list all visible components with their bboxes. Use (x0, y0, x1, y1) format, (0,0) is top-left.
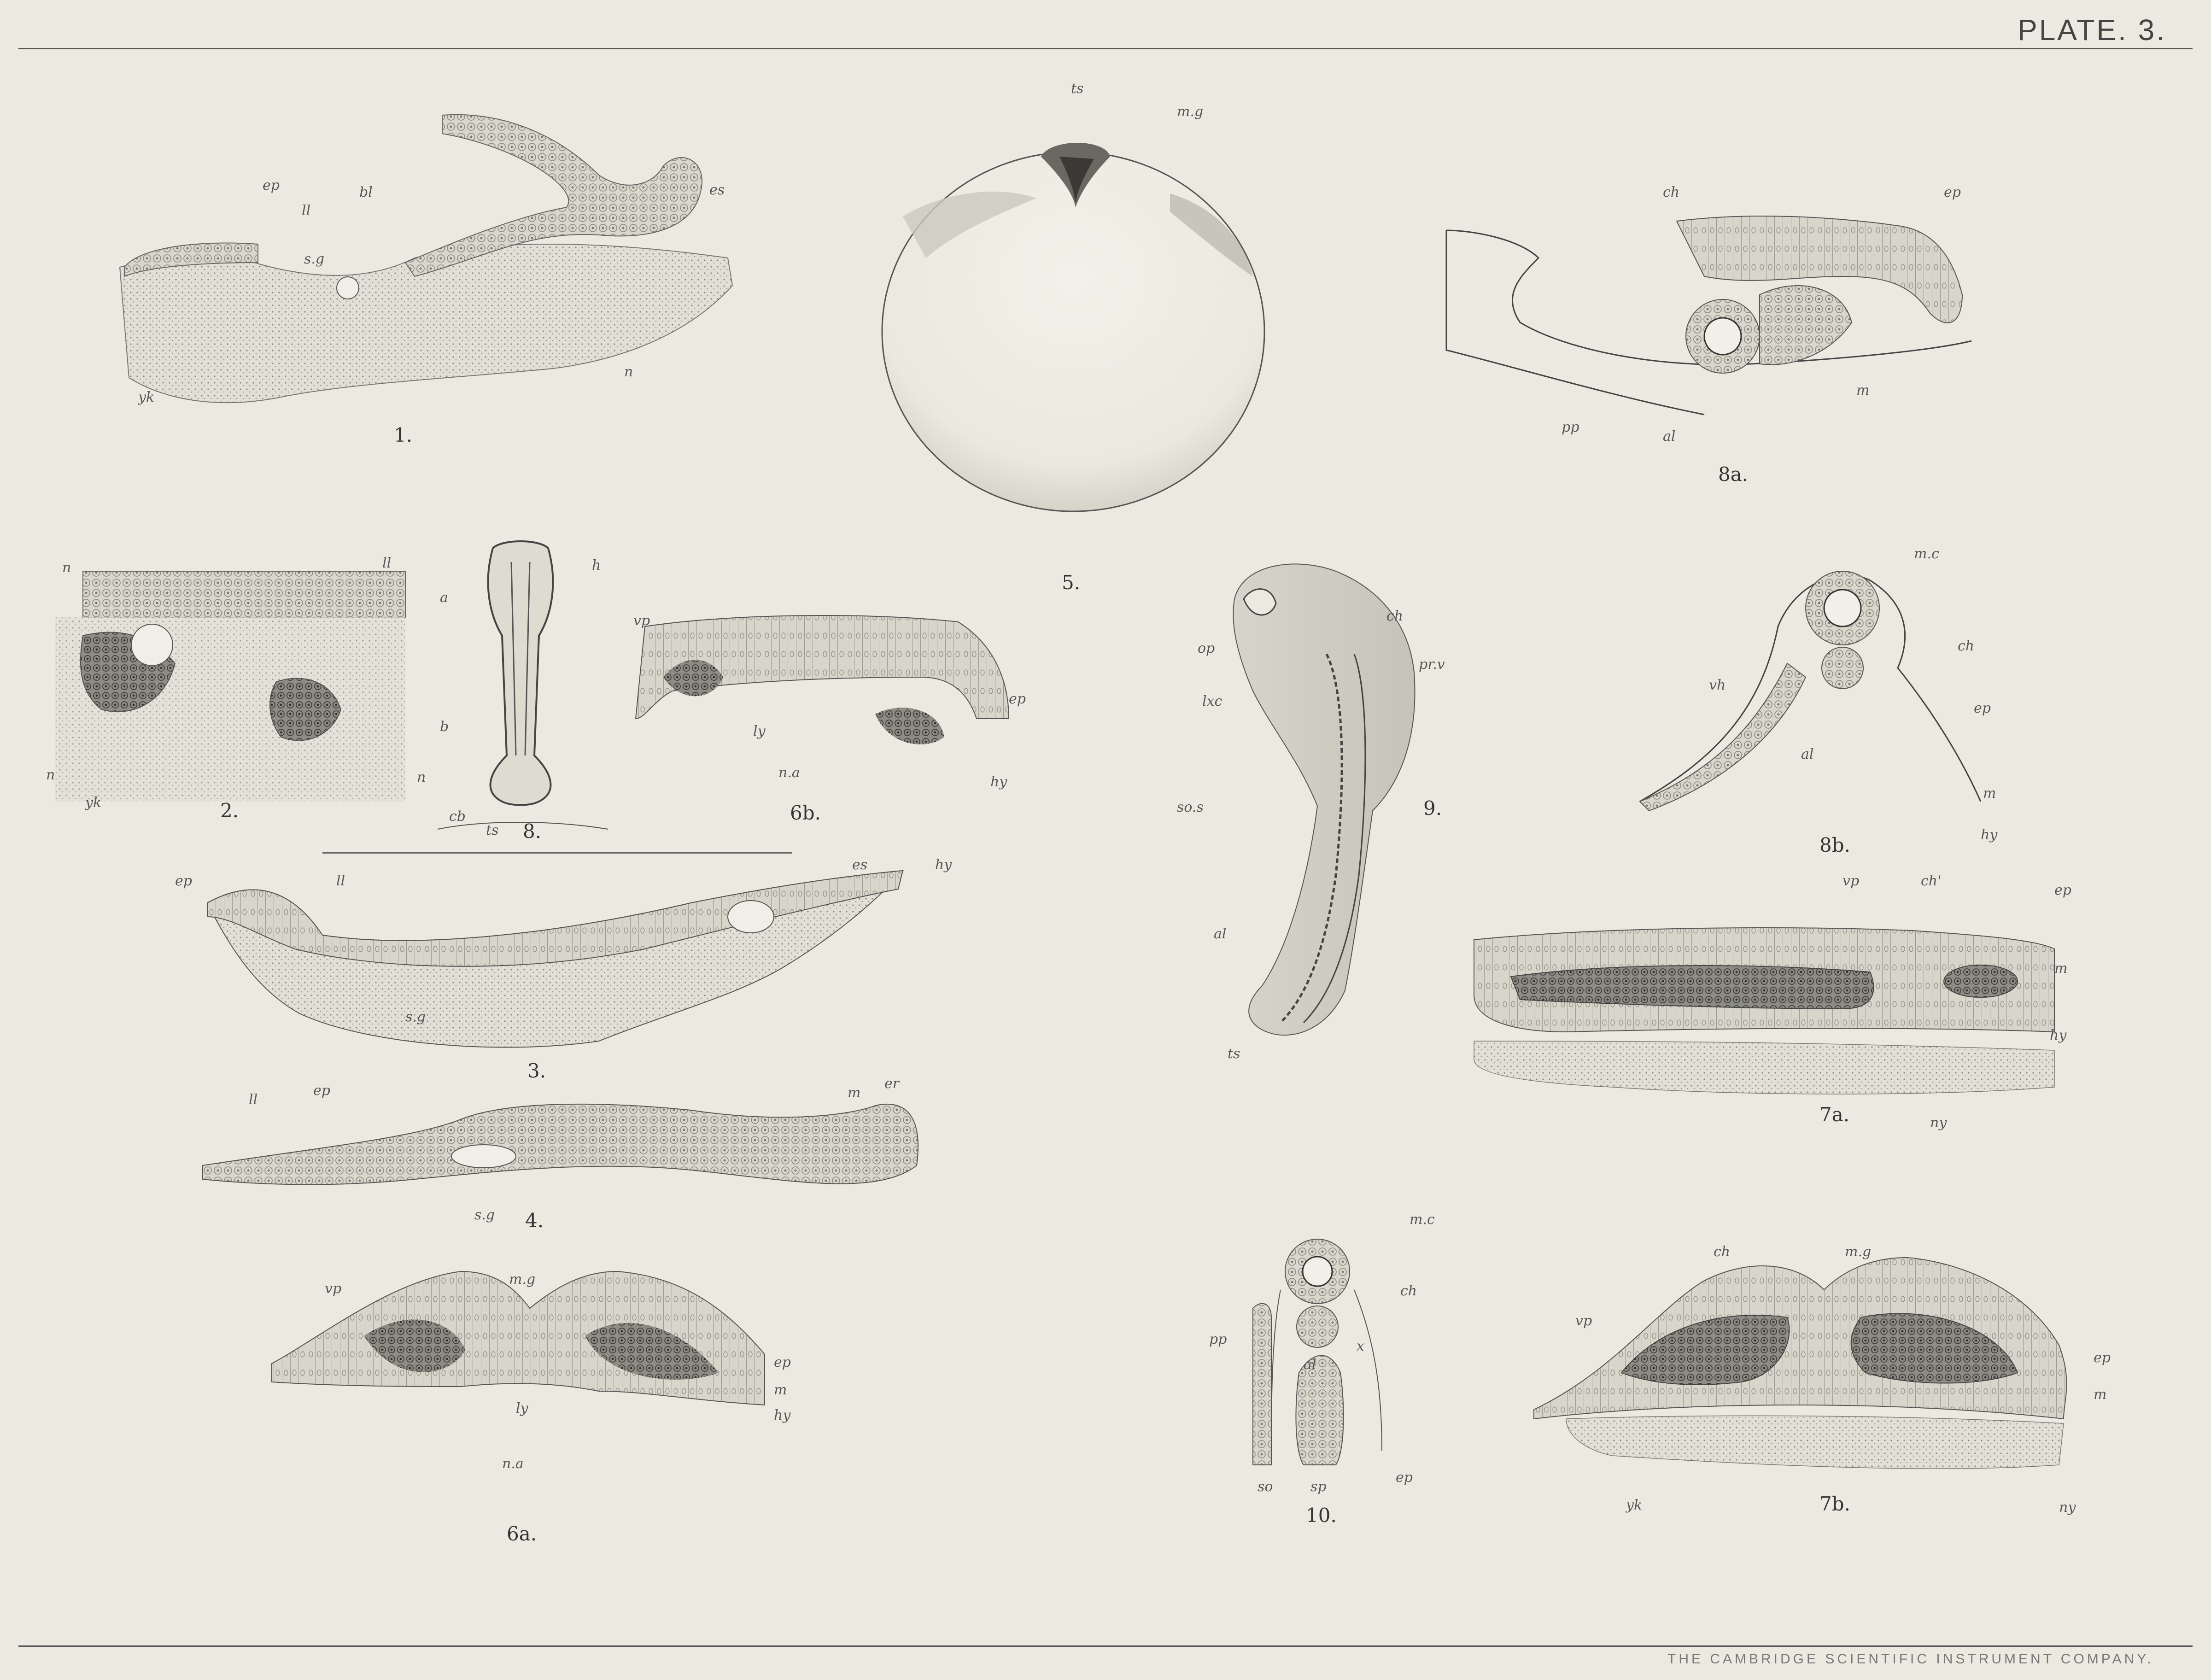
fig10-label-ch: ch (1400, 1283, 1417, 1299)
fig7b-label-vp: vp (1575, 1313, 1592, 1329)
fig8b-label-ch: ch (1958, 638, 1975, 654)
fig3-label-hy: hy (935, 857, 952, 873)
fig10-label-mc: m.c (1410, 1212, 1435, 1228)
fig8a-label-pp: pp (1562, 419, 1579, 435)
fig7b-label-ch: ch (1714, 1244, 1731, 1260)
fig3-label-es: es (852, 857, 868, 873)
figure-8-number: 8. (523, 820, 542, 843)
fig4-label-ep: ep (313, 1083, 330, 1099)
fig8-label-a: a (440, 590, 448, 606)
fig8b-label-al: al (1801, 746, 1814, 762)
fig6a-label-mg: m.g (509, 1271, 536, 1288)
fig8b-label-vh: vh (1709, 677, 1726, 693)
fig5-label-ts: ts (1071, 81, 1084, 97)
figure-6a-number: 6a. (507, 1522, 537, 1545)
fig7a-label-hy: hy (2050, 1027, 2067, 1043)
fig7b-label-yk: yk (1626, 1497, 1643, 1513)
fig1-label-ep: ep (263, 177, 280, 193)
fig10-label-al: al (1304, 1357, 1316, 1373)
fig3-label-ll: ll (336, 873, 345, 889)
figure-8a-drawing (1446, 216, 1971, 415)
figure-2-number: 2. (220, 799, 239, 822)
fig4-label-ll: ll (249, 1092, 258, 1108)
fig7b-label-ny: ny (2059, 1499, 2076, 1516)
fig7a-label-ch2: ch' (1921, 873, 1942, 889)
fig2-label-n-left: n (46, 767, 55, 783)
figure-7a-number: 7a. (1819, 1103, 1850, 1126)
fig8a-label-ch: ch (1663, 184, 1680, 200)
fig6a-label-m: m (774, 1382, 787, 1398)
figure-6b-number: 6b. (790, 802, 821, 824)
fig7b-label-ep: ep (2094, 1350, 2111, 1366)
fig7a-label-ny: ny (1930, 1115, 1947, 1131)
figure-3-number: 3. (527, 1060, 546, 1082)
fig6b-label-ly: ly (753, 723, 766, 739)
fig9-label-lxc: lxc (1202, 693, 1222, 709)
fig6b-label-vp: vp (633, 613, 650, 629)
fig8-label-b: b (440, 719, 449, 735)
fig2-label-n-top: n (62, 560, 71, 576)
fig8b-label-hy: hy (1981, 827, 1998, 843)
fig8a-label-ep: ep (1944, 184, 1961, 200)
figure-7a-drawing (1474, 928, 2054, 1094)
fig6b-label-na: n.a (778, 765, 800, 781)
fig4-label-m: m (848, 1085, 861, 1101)
figure-9-number: 9. (1423, 797, 1442, 820)
figure-1-number: 1. (394, 424, 413, 446)
fig10-label-sp: sp (1310, 1479, 1327, 1495)
fig8-label-ts: ts (486, 822, 499, 838)
plate-title: PLATE. 3. (2018, 13, 2166, 47)
fig8b-label-ep: ep (1974, 700, 1991, 716)
figure-8-drawing (438, 541, 608, 829)
fig7b-label-mg: m.g (1845, 1244, 1872, 1260)
figure-8a-number: 8a. (1718, 463, 1749, 486)
fig4-label-sg: s.g (474, 1207, 495, 1223)
fig8b-label-m: m (1983, 785, 1996, 802)
fig3-label-sg: s.g (405, 1009, 426, 1025)
fig1-label-ll: ll (302, 203, 311, 219)
figure-2-drawing (55, 571, 405, 802)
fig3-label-ep: ep (175, 873, 192, 889)
fig10-label-x: x (1357, 1338, 1364, 1354)
figure-7b-drawing (1534, 1258, 2067, 1469)
fig8-label-cb: cb (449, 808, 466, 825)
fig9-label-sos: so.s (1177, 799, 1204, 815)
fig10-label-so: so (1258, 1479, 1273, 1495)
fig6a-label-ly: ly (516, 1400, 528, 1417)
figure-10-number: 10. (1306, 1504, 1337, 1527)
figure-3-drawing (207, 871, 903, 1048)
fig9-label-al: al (1214, 926, 1227, 942)
fig4-label-er: er (884, 1076, 900, 1092)
figure-9-drawing (1233, 564, 1415, 1035)
fig10-label-pp: pp (1209, 1331, 1227, 1347)
fig1-label-sg: s.g (304, 251, 325, 267)
figure-8b-number: 8b. (1819, 834, 1850, 856)
fig7a-label-vp: vp (1842, 873, 1860, 889)
fig6a-label-hy: hy (774, 1407, 791, 1423)
figure-7b-number: 7b. (1819, 1493, 1850, 1515)
fig5-label-mg: m.g (1177, 104, 1204, 120)
publisher-imprint: THE CAMBRIDGE SCIENTIFIC INSTRUMENT COMPANY. (1667, 1651, 2154, 1667)
fig9-label-ts: ts (1228, 1046, 1240, 1062)
figure-5-number: 5. (1062, 571, 1081, 594)
fig9-label-op: op (1198, 640, 1215, 656)
figure-6b-drawing (636, 615, 1009, 744)
fig7a-label-m: m (2054, 960, 2068, 977)
fig8a-label-al: al (1663, 428, 1676, 445)
fig6b-label-hy: hy (990, 774, 1007, 790)
fig9-label-ch: ch (1386, 608, 1404, 624)
fig1-label-es: es (709, 182, 725, 198)
figure-4-number: 4. (525, 1209, 544, 1232)
fig6a-label-ep: ep (774, 1354, 791, 1370)
fig7a-label-ep: ep (2054, 882, 2071, 898)
fig1-label-bl: bl (359, 184, 373, 200)
figure-1-drawing (120, 115, 732, 403)
fig6a-label-vp: vp (325, 1281, 342, 1297)
figure-4-drawing (203, 1104, 918, 1185)
fig8a-label-m: m (1856, 382, 1870, 398)
fig10-label-ep: ep (1396, 1469, 1413, 1486)
fig8b-label-mc: m.c (1914, 546, 1939, 562)
figure-8b-drawing (1640, 571, 1981, 811)
fig8-label-h: h (592, 557, 601, 574)
fig9-label-prv: pr.v (1419, 656, 1445, 673)
fig6a-label-na: n.a (502, 1456, 524, 1472)
figure-6a-drawing (272, 1271, 765, 1405)
figure-5-drawing (882, 143, 1264, 511)
fig2-label-yk: yk (85, 795, 102, 811)
fig1-label-yk: yk (138, 389, 155, 405)
fig7b-label-m: m (2094, 1387, 2107, 1403)
fig1-label-n: n (624, 364, 633, 380)
fig2-label-n-right: n (417, 769, 426, 785)
fig6b-label-ep: ep (1009, 691, 1026, 707)
fig2-label-ll: ll (382, 555, 392, 571)
